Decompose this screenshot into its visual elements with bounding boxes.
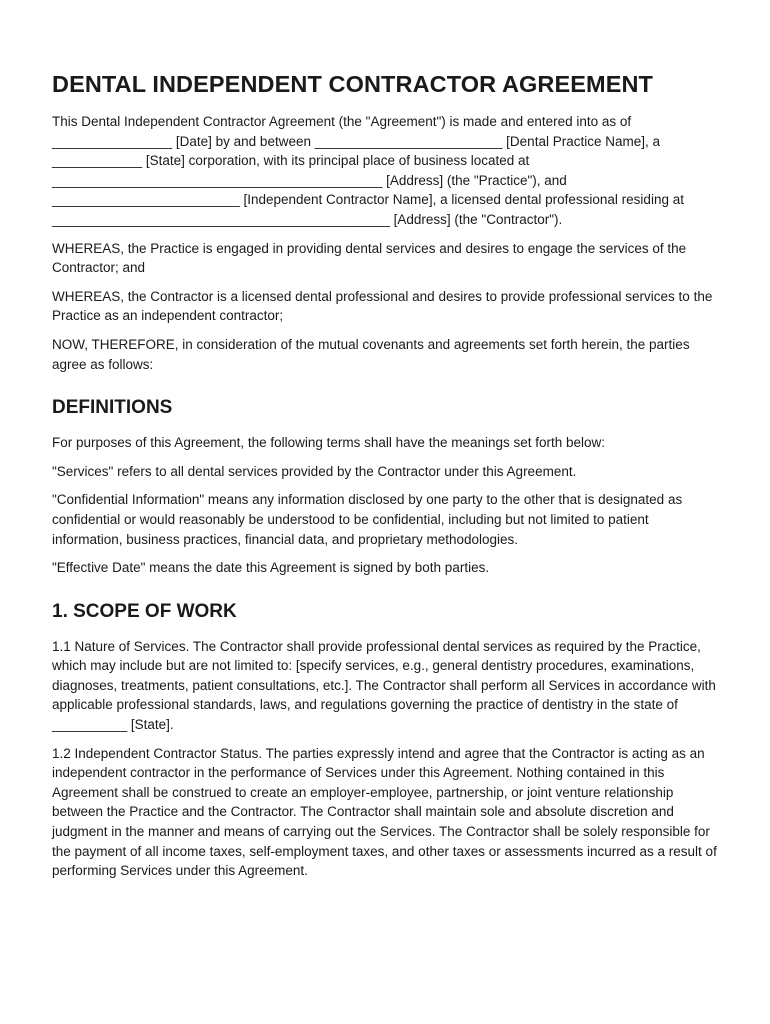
whereas-clause-1: WHEREAS, the Practice is engaged in providing dental services and desires to engage the services of the Contractor; and	[52, 240, 687, 276]
spacer	[52, 230, 722, 239]
clause-1-2-independent-contractor-status: 1.2 Independent Contractor Status. The parties expressly intend and agree that the Contractor is acting as an independent contractor in the performance of Services under this Agreement. Nothing contained in this Agreement shall be construed to create an employer-employee, partnership, or joint venture relationship between the Practice and the Contractor. The Contractor shall maintain sole and absolute discretion and judgment in the manner and means of carrying out the Services. The Contractor shall be solely responsible for the payment of all income taxes, self-employment taxes, and other taxes or assessments incurred as a result of performing Services under this Agreement.	[52, 745, 717, 879]
definition-confidential-information: "Confidential Information" means any information disclosed by one party to the other that is designated as confidential or would reasonably be understood to be confidential, including but not limited to patient information, business practices, financial data, and proprietary methodologies.	[52, 492, 683, 547]
spacer	[52, 453, 722, 462]
definition-effective-date: "Effective Date" means the date this Agreement is signed by both parties.	[52, 560, 490, 576]
spacer	[52, 578, 722, 600]
now-therefore-clause: NOW, THEREFORE, in consideration of the mutual covenants and agreements set forth herein, the parties agree as follows:	[52, 336, 690, 372]
document-page	[52, 68, 722, 881]
definitions-heading: DEFINITIONS	[52, 397, 173, 419]
whereas-clause-2: WHEREAS, the Contractor is a licensed dental professional and desires to provide professional services to the Practice as an independent contractor;	[52, 288, 713, 324]
spacer	[52, 624, 722, 637]
definition-services: "Services" refers to all dental services provided by the Contractor under this Agreement.	[52, 463, 577, 479]
spacer	[52, 278, 722, 287]
document-title: DENTAL INDEPENDENT CONTRACTOR AGREEMENT	[52, 71, 653, 97]
spacer	[52, 549, 722, 558]
spacer	[52, 420, 722, 433]
spacer	[52, 374, 722, 396]
definitions-intro: For purposes of this Agreement, the following terms shall have the meanings set forth below:	[52, 435, 606, 451]
clause-1-1-nature-of-services: 1.1 Nature of Services. The Contractor shall provide professional dental services as required by the Practice, which may include but are not limited to: [specify services, e.g., general dentistry procedures, examinations, diagnoses, treatments, patient consultations, etc.]. The Contractor shall perform all Services in accordance with applicable professional standards, laws, and regulations governing the practice of dentistry in the state of __________ [State].	[52, 638, 716, 733]
spacer	[52, 735, 722, 744]
spacer	[52, 326, 722, 335]
intro-paragraph: This Dental Independent Contractor Agreement (the "Agreement") is made and entered into as of ________________ [Date] by and between _________________________ [Dental Practice Name], a ____________ [State] corporation, with its principal place of business located at ____________________________________________ [Address] (the "Practice"), and _________________________ [Independent Contractor Name], a licensed dental professional residing at _____________________________________________ [Address] (the "Contractor").	[52, 114, 684, 227]
spacer	[52, 481, 722, 490]
scope-of-work-heading: 1. SCOPE OF WORK	[52, 600, 237, 622]
